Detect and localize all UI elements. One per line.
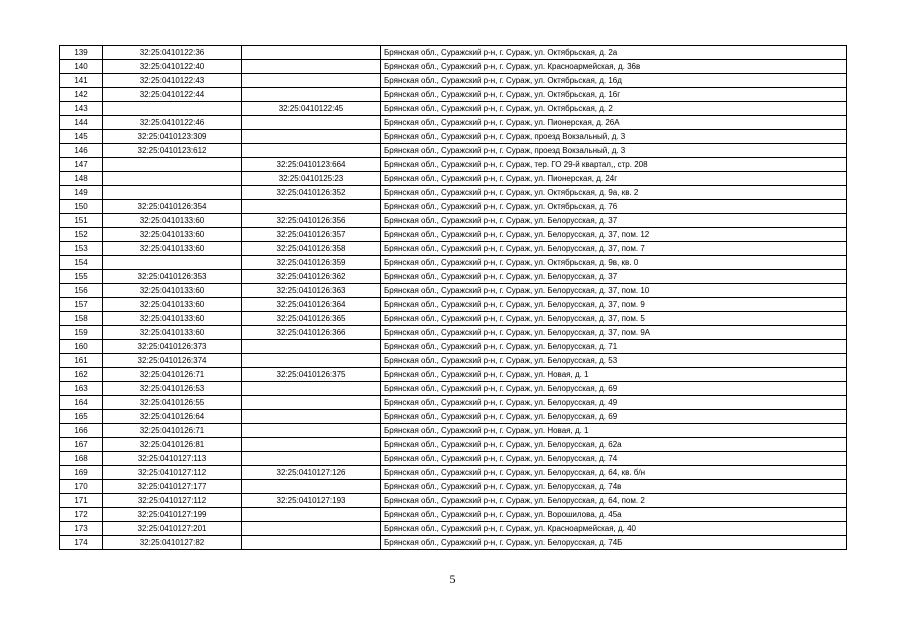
row-number-cell: 148 — [60, 172, 103, 186]
cadastral-number-cell: 32:25:0410123:309 — [103, 130, 242, 144]
table-row — [60, 116, 847, 130]
address-cell: Брянская обл., Суражский р-н, г. Сураж, ул. Белорусская, д. 49 — [381, 396, 847, 410]
cadastral-number-cell: 32:25:0410127:201 — [103, 522, 242, 536]
address-cell: Брянская обл., Суражский р-н, г. Сураж, ул. Белорусская, д. 64, кв. б/н — [381, 466, 847, 480]
row-number-cell: 144 — [60, 116, 103, 130]
table-row — [60, 228, 847, 242]
table-row — [60, 88, 847, 102]
table-row — [60, 172, 847, 186]
cadastral-number-secondary-cell: 32:25:0410126:359 — [242, 256, 381, 270]
address-cell: Брянская обл., Суражский р-н, г. Сураж, ул. Октябрьская, д. 2 — [381, 102, 847, 116]
cadastral-number-secondary-cell — [242, 410, 381, 424]
table-row — [60, 466, 847, 480]
table-row — [60, 298, 847, 312]
row-number-cell: 142 — [60, 88, 103, 102]
address-cell: Брянская обл., Суражский р-н, г. Сураж, ул. Белорусская, д. 37, пом. 9А — [381, 326, 847, 340]
cadastral-number-secondary-cell: 32:25:0410126:364 — [242, 298, 381, 312]
address-cell: Брянская обл., Суражский р-н, г. Сураж, ул. Белорусская, д. 71 — [381, 340, 847, 354]
address-cell: Брянская обл., Суражский р-н, г. Сураж, ул. Ворошилова, д. 45а — [381, 508, 847, 522]
address-cell: Брянская обл., Суражский р-н, г. Сураж, ул. Белорусская, д. 37 — [381, 270, 847, 284]
row-number-cell: 165 — [60, 410, 103, 424]
cadastral-number-secondary-cell — [242, 200, 381, 214]
cadastral-number-cell: 32:25:0410133:60 — [103, 298, 242, 312]
cadastral-number-secondary-cell: 32:25:0410126:365 — [242, 312, 381, 326]
table-row — [60, 452, 847, 466]
table-row — [60, 200, 847, 214]
cadastral-number-secondary-cell — [242, 480, 381, 494]
table-row — [60, 480, 847, 494]
table-row — [60, 438, 847, 452]
table-row — [60, 382, 847, 396]
address-cell: Брянская обл., Суражский р-н, г. Сураж, проезд Вокзальный, д. 3 — [381, 130, 847, 144]
row-number-cell: 167 — [60, 438, 103, 452]
page-number: 5 — [449, 572, 456, 586]
cadastral-number-cell: 32:25:0410122:40 — [103, 60, 242, 74]
cadastral-number-cell: 32:25:0410133:60 — [103, 228, 242, 242]
cadastral-number-secondary-cell — [242, 438, 381, 452]
row-number-cell: 143 — [60, 102, 103, 116]
table-row — [60, 74, 847, 88]
cadastral-number-cell: 32:25:0410127:177 — [103, 480, 242, 494]
cadastral-number-secondary-cell — [242, 144, 381, 158]
cadastral-number-cell: 32:25:0410127:199 — [103, 508, 242, 522]
cadastral-number-secondary-cell: 32:25:0410126:352 — [242, 186, 381, 200]
cadastral-number-cell — [103, 172, 242, 186]
cadastral-number-secondary-cell: 32:25:0410127:126 — [242, 466, 381, 480]
cadastral-number-secondary-cell: 32:25:0410122:45 — [242, 102, 381, 116]
row-number-cell: 159 — [60, 326, 103, 340]
row-number-cell: 156 — [60, 284, 103, 298]
row-number-cell: 173 — [60, 522, 103, 536]
table-row — [60, 396, 847, 410]
address-cell: Брянская обл., Суражский р-н, г. Сураж, ул. Белорусская, д. 37, пом. 10 — [381, 284, 847, 298]
address-cell: Брянская обл., Суражский р-н, г. Сураж, ул. Белорусская, д. 69 — [381, 382, 847, 396]
table-row — [60, 340, 847, 354]
row-number-cell: 139 — [60, 46, 103, 60]
address-cell: Брянская обл., Суражский р-н, г. Сураж, ул. Новая, д. 1 — [381, 424, 847, 438]
cadastral-number-secondary-cell — [242, 522, 381, 536]
cadastral-number-secondary-cell — [242, 536, 381, 550]
cadastral-number-cell: 32:25:0410122:43 — [103, 74, 242, 88]
row-number-cell: 152 — [60, 228, 103, 242]
cadastral-number-secondary-cell — [242, 382, 381, 396]
cadastral-number-secondary-cell: 32:25:0410126:356 — [242, 214, 381, 228]
cadastral-number-cell — [103, 256, 242, 270]
address-cell: Брянская обл., Суражский р-н, г. Сураж, ул. Белорусская, д. 62а — [381, 438, 847, 452]
row-number-cell: 169 — [60, 466, 103, 480]
cadastral-number-cell: 32:25:0410127:82 — [103, 536, 242, 550]
cadastral-number-cell: 32:25:0410133:60 — [103, 326, 242, 340]
address-cell: Брянская обл., Суражский р-н, г. Сураж, ул. Октябрьская, д. 16д — [381, 74, 847, 88]
address-cell: Брянская обл., Суражский р-н, г. Сураж, тер. ГО 29-й квартал,, стр. 208 — [381, 158, 847, 172]
cadastral-number-cell: 32:25:0410127:113 — [103, 452, 242, 466]
row-number-cell: 171 — [60, 494, 103, 508]
cadastral-number-cell: 32:25:0410126:81 — [103, 438, 242, 452]
cadastral-number-secondary-cell — [242, 452, 381, 466]
address-cell: Брянская обл., Суражский р-н, г. Сураж, ул. Белорусская, д. 74в — [381, 480, 847, 494]
cadastral-number-cell: 32:25:0410126:374 — [103, 354, 242, 368]
row-number-cell: 149 — [60, 186, 103, 200]
cadastral-number-cell: 32:25:0410126:353 — [103, 270, 242, 284]
row-number-cell: 170 — [60, 480, 103, 494]
cadastral-number-secondary-cell: 32:25:0410126:366 — [242, 326, 381, 340]
property-table — [59, 45, 847, 550]
row-number-cell: 141 — [60, 74, 103, 88]
row-number-cell: 154 — [60, 256, 103, 270]
row-number-cell: 164 — [60, 396, 103, 410]
row-number-cell: 162 — [60, 368, 103, 382]
table-row — [60, 270, 847, 284]
cadastral-number-cell: 32:25:0410122:36 — [103, 46, 242, 60]
row-number-cell: 151 — [60, 214, 103, 228]
cadastral-number-cell: 32:25:0410126:373 — [103, 340, 242, 354]
cadastral-number-cell: 32:25:0410126:71 — [103, 424, 242, 438]
cadastral-number-cell: 32:25:0410122:44 — [103, 88, 242, 102]
cadastral-number-cell: 32:25:0410127:112 — [103, 494, 242, 508]
cadastral-number-secondary-cell — [242, 46, 381, 60]
table-row — [60, 144, 847, 158]
cadastral-number-cell: 32:25:0410122:46 — [103, 116, 242, 130]
address-cell: Брянская обл., Суражский р-н, г. Сураж, ул. Красноармейская, д. 36в — [381, 60, 847, 74]
cadastral-number-secondary-cell — [242, 424, 381, 438]
cadastral-number-cell: 32:25:0410126:354 — [103, 200, 242, 214]
cadastral-number-cell: 32:25:0410123:612 — [103, 144, 242, 158]
cadastral-number-secondary-cell: 32:25:0410126:357 — [242, 228, 381, 242]
table-row — [60, 424, 847, 438]
row-number-cell: 172 — [60, 508, 103, 522]
row-number-cell: 158 — [60, 312, 103, 326]
cadastral-number-cell: 32:25:0410126:71 — [103, 368, 242, 382]
address-cell: Брянская обл., Суражский р-н, г. Сураж, ул. Октябрьская, д. 16г — [381, 88, 847, 102]
table-row — [60, 368, 847, 382]
table-row — [60, 130, 847, 144]
cadastral-number-secondary-cell: 32:25:0410127:193 — [242, 494, 381, 508]
cadastral-number-cell — [103, 158, 242, 172]
cadastral-number-secondary-cell: 32:25:0410126:363 — [242, 284, 381, 298]
table-row — [60, 60, 847, 74]
cadastral-number-cell — [103, 186, 242, 200]
table-row — [60, 284, 847, 298]
cadastral-number-secondary-cell — [242, 88, 381, 102]
address-cell: Брянская обл., Суражский р-н, г. Сураж, ул. Белорусская, д. 37, пом. 12 — [381, 228, 847, 242]
cadastral-number-cell: 32:25:0410133:60 — [103, 242, 242, 256]
address-cell: Брянская обл., Суражский р-н, г. Сураж, ул. Новая, д. 1 — [381, 368, 847, 382]
table-row — [60, 46, 847, 60]
address-cell: Брянская обл., Суражский р-н, г. Сураж, ул. Белорусская, д. 37, пом. 7 — [381, 242, 847, 256]
cadastral-number-cell: 32:25:0410126:53 — [103, 382, 242, 396]
cadastral-number-secondary-cell — [242, 354, 381, 368]
cadastral-number-cell: 32:25:0410133:60 — [103, 284, 242, 298]
cadastral-number-cell: 32:25:0410127:112 — [103, 466, 242, 480]
address-cell: Брянская обл., Суражский р-н, г. Сураж, ул. Белорусская, д. 64, пом. 2 — [381, 494, 847, 508]
row-number-cell: 163 — [60, 382, 103, 396]
address-cell: Брянская обл., Суражский р-н, г. Сураж, ул. Октябрьская, д. 76 — [381, 200, 847, 214]
address-cell: Брянская обл., Суражский р-н, г. Сураж, ул. Белорусская, д. 74Б — [381, 536, 847, 550]
table-row — [60, 256, 847, 270]
row-number-cell: 157 — [60, 298, 103, 312]
cadastral-number-secondary-cell: 32:25:0410126:375 — [242, 368, 381, 382]
cadastral-number-secondary-cell — [242, 508, 381, 522]
address-cell: Брянская обл., Суражский р-н, г. Сураж, ул. Пионерская, д. 26А — [381, 116, 847, 130]
table-row — [60, 326, 847, 340]
address-cell: Брянская обл., Суражский р-н, г. Сураж, ул. Октябрьская, д. 2а — [381, 46, 847, 60]
address-cell: Брянская обл., Суражский р-н, г. Сураж, ул. Белорусская, д. 69 — [381, 410, 847, 424]
row-number-cell: 146 — [60, 144, 103, 158]
table-row — [60, 508, 847, 522]
address-cell: Брянская обл., Суражский р-н, г. Сураж, ул. Белорусская, д. 37, пом. 5 — [381, 312, 847, 326]
cadastral-number-cell: 32:25:0410126:55 — [103, 396, 242, 410]
row-number-cell: 155 — [60, 270, 103, 284]
cadastral-number-cell — [103, 102, 242, 116]
property-table-body — [60, 46, 847, 550]
table-row — [60, 312, 847, 326]
address-cell: Брянская обл., Суражский р-н, г. Сураж, проезд Вокзальный, д. 3 — [381, 144, 847, 158]
table-row — [60, 354, 847, 368]
row-number-cell: 174 — [60, 536, 103, 550]
cadastral-number-secondary-cell: 32:25:0410125:23 — [242, 172, 381, 186]
cadastral-number-secondary-cell — [242, 130, 381, 144]
cadastral-number-secondary-cell — [242, 396, 381, 410]
address-cell: Брянская обл., Суражский р-н, г. Сураж, ул. Пионерская, д. 24г — [381, 172, 847, 186]
row-number-cell: 145 — [60, 130, 103, 144]
table-row — [60, 186, 847, 200]
cadastral-number-secondary-cell: 32:25:0410123:664 — [242, 158, 381, 172]
row-number-cell: 140 — [60, 60, 103, 74]
row-number-cell: 153 — [60, 242, 103, 256]
cadastral-number-cell: 32:25:0410126:64 — [103, 410, 242, 424]
address-cell: Брянская обл., Суражский р-н, г. Сураж, ул. Октябрьская, д. 9в, кв. 0 — [381, 256, 847, 270]
address-cell: Брянская обл., Суражский р-н, г. Сураж, ул. Белорусская, д. 37 — [381, 214, 847, 228]
table-row — [60, 522, 847, 536]
table-row — [60, 410, 847, 424]
address-cell: Брянская обл., Суражский р-н, г. Сураж, ул. Октябрьская, д. 9а, кв. 2 — [381, 186, 847, 200]
row-number-cell: 166 — [60, 424, 103, 438]
cadastral-number-cell: 32:25:0410133:60 — [103, 214, 242, 228]
cadastral-number-secondary-cell — [242, 116, 381, 130]
cadastral-number-secondary-cell: 32:25:0410126:358 — [242, 242, 381, 256]
address-cell: Брянская обл., Суражский р-н, г. Сураж, ул. Белорусская, д. 74 — [381, 452, 847, 466]
cadastral-number-secondary-cell — [242, 74, 381, 88]
row-number-cell: 161 — [60, 354, 103, 368]
row-number-cell: 147 — [60, 158, 103, 172]
table-row — [60, 158, 847, 172]
cadastral-number-secondary-cell — [242, 60, 381, 74]
table-row — [60, 102, 847, 116]
row-number-cell: 160 — [60, 340, 103, 354]
address-cell: Брянская обл., Суражский р-н, г. Сураж, ул. Красноармейская, д. 40 — [381, 522, 847, 536]
cadastral-number-secondary-cell — [242, 340, 381, 354]
row-number-cell: 168 — [60, 452, 103, 466]
table-row — [60, 242, 847, 256]
table-row — [60, 536, 847, 550]
table-row — [60, 494, 847, 508]
address-cell: Брянская обл., Суражский р-н, г. Сураж, ул. Белорусская, д. 53 — [381, 354, 847, 368]
address-cell: Брянская обл., Суражский р-н, г. Сураж, ул. Белорусская, д. 37, пом. 9 — [381, 298, 847, 312]
cadastral-number-secondary-cell: 32:25:0410126:362 — [242, 270, 381, 284]
cadastral-number-cell: 32:25:0410133:60 — [103, 312, 242, 326]
table-row — [60, 214, 847, 228]
row-number-cell: 150 — [60, 200, 103, 214]
